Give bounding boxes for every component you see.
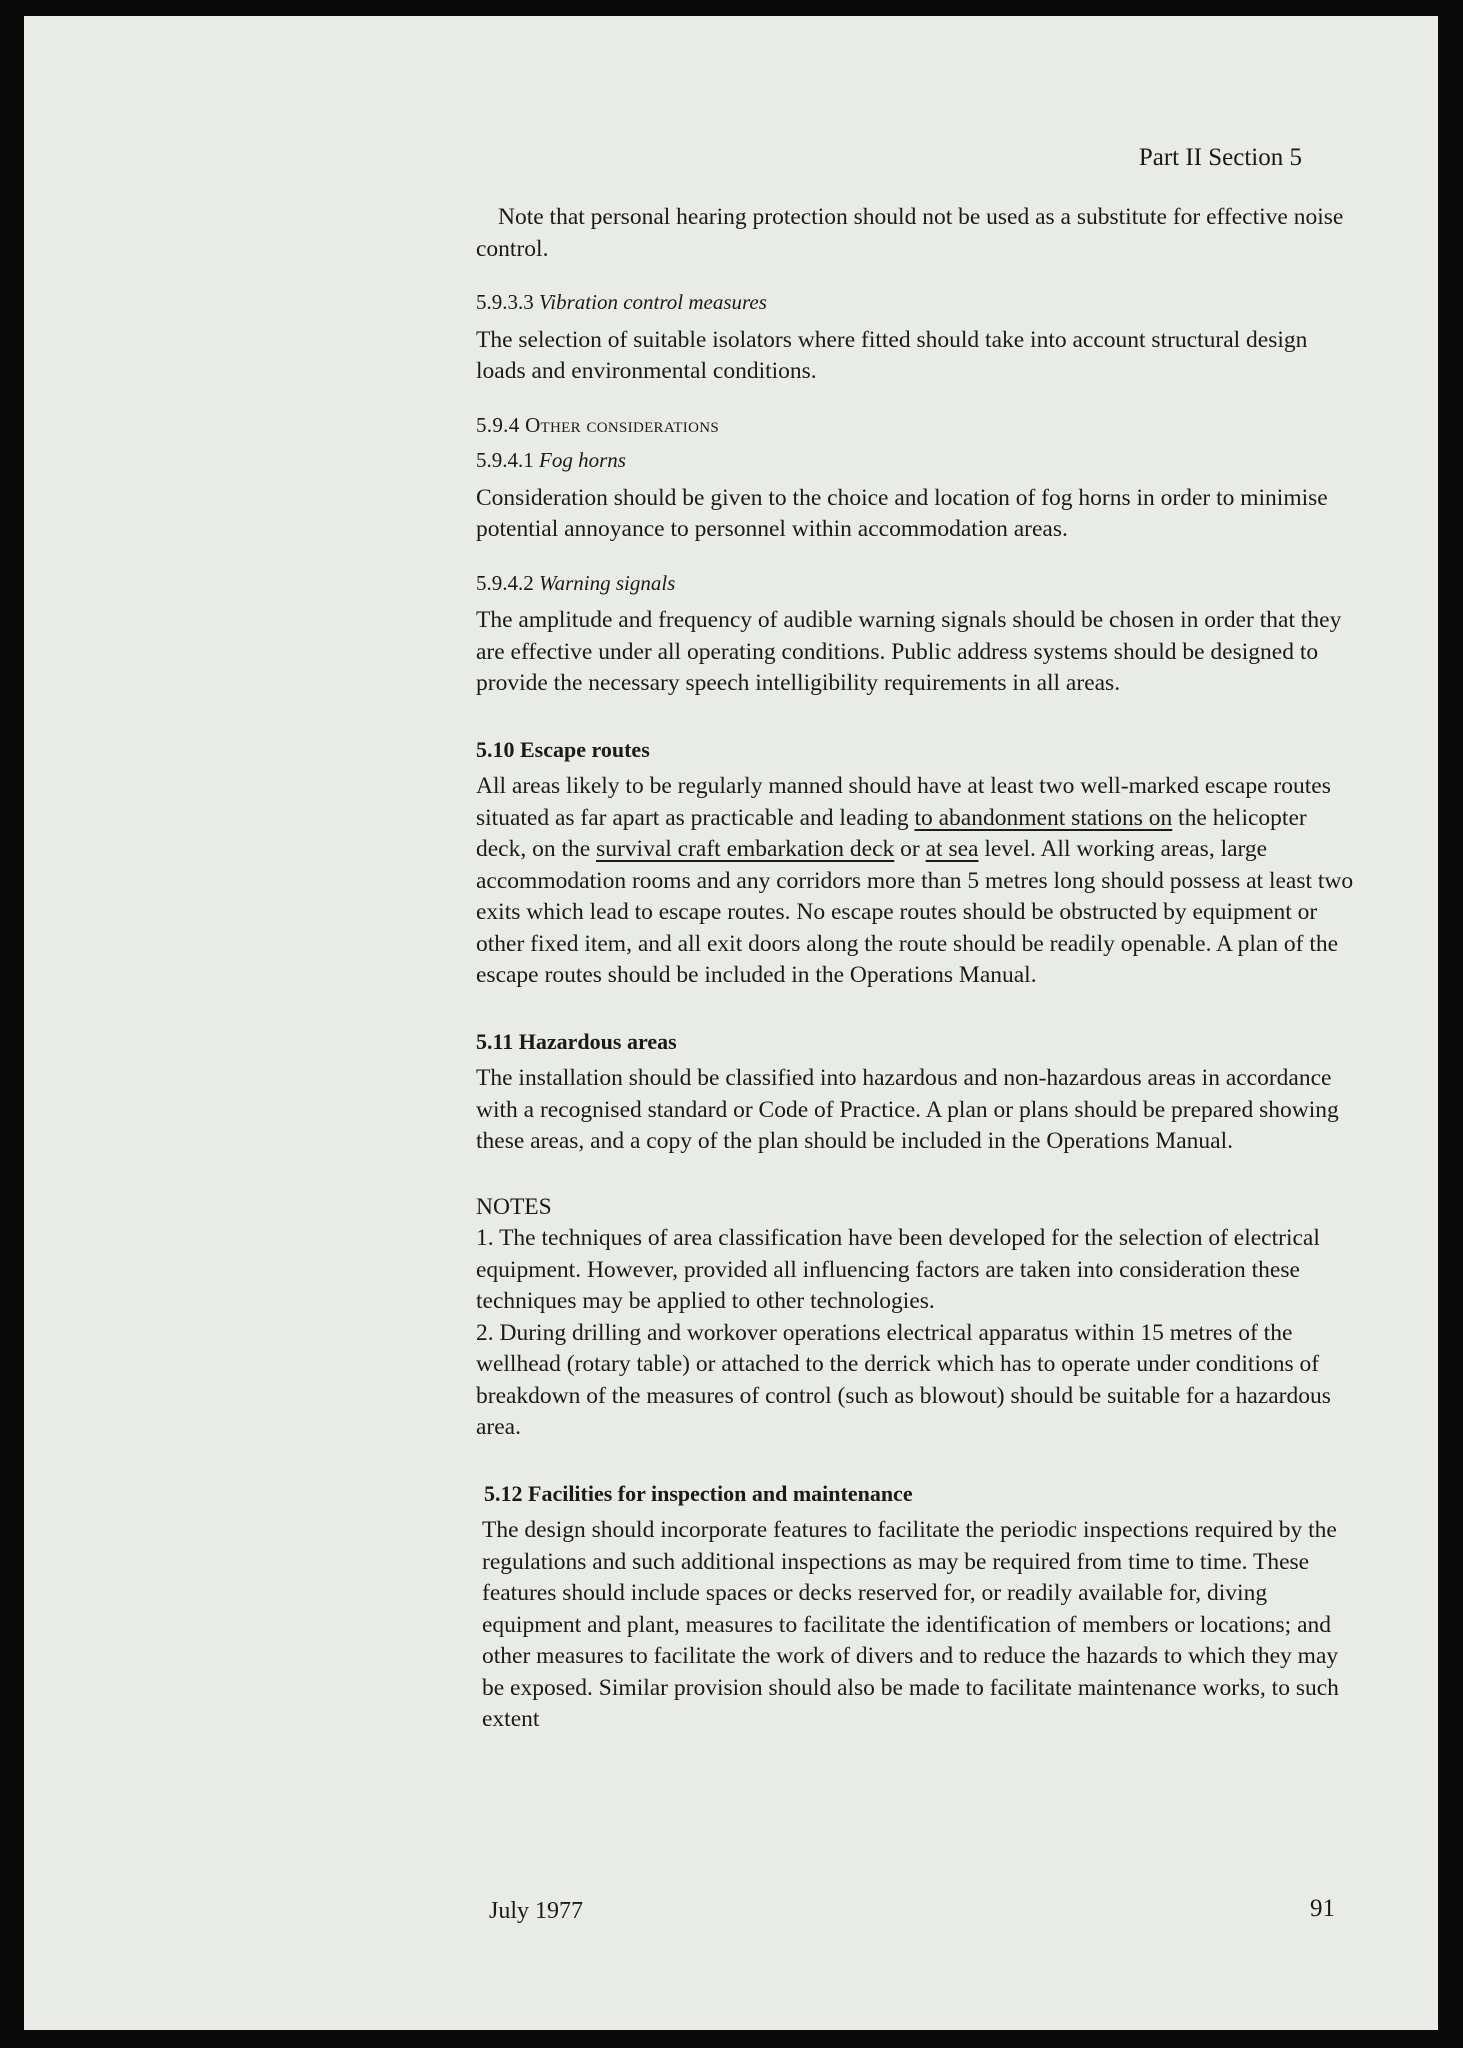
paragraph-5941: Consideration should be given to the choice and location of fog horns in order to minimise potential annoyance to personnel within accommodation areas. [476, 484, 1328, 542]
notes-heading: NOTES [476, 1193, 552, 1220]
paragraph-5942: The amplitude and frequency of audible warning signals should be chosen in order that they are effective under all operating conditions. Public address systems should be designed to provide the necessary speech intelligibility requirements in all areas. [476, 607, 1342, 696]
handwritten-underline: to abandonment stations on [914, 804, 1173, 831]
page-body [476, 202, 1356, 1736]
page-number: 91 [1310, 1895, 1335, 1922]
text-run: All areas likely to be regularly manned should have at least two well-marked escape routes situated as far apart as practicable and leading [476, 773, 1331, 831]
heading-number: 5.9.4.1 [476, 448, 534, 472]
paragraph-5933: The selection of suitable isolators where fitted should take into account structural design loads and environmental conditions. [476, 326, 1308, 384]
heading-title: Vibration control measures [539, 290, 767, 314]
text-run: or [894, 836, 926, 862]
heading-title: Fog horns [539, 448, 626, 472]
text-run: the helicopter deck, on the [476, 804, 1307, 862]
heading-594 [476, 410, 1356, 442]
heading-512: 5.12 Facilities for inspection and maintenance [484, 1480, 913, 1506]
running-head: Part II Section 5 [1138, 144, 1302, 171]
intro-paragraph: Note that personal hearing protection should not be used as a substitute for effective noise control. [476, 204, 1344, 262]
note-2: 2. During drilling and workover operations electrical apparatus within 15 metres of the wellhead (rotary table) or attached to the derrick which has to operate under conditions of breakdown of the measures of control (such as blowout) should be suitable for a hazardous area. [476, 1319, 1331, 1440]
paragraph-511: The installation should be classified into hazardous and non-hazardous areas in accordance with a recognised standard or Code of Practice. A plan or plans should be prepared showing these areas, and a copy of the plan should be included in the Operations Manual. [476, 1065, 1339, 1154]
heading-5941 [476, 445, 1356, 477]
heading-5942 [476, 568, 1356, 600]
paragraph-510 [476, 771, 1356, 992]
heading-511: 5.11 Hazardous areas [476, 1028, 677, 1054]
paragraph-512: The design should incorporate features to facilitate the periodic inspections required by the regulations and such additional inspections as may be required from time to time. These features should include spaces or decks reserved for, or readily available for, diving equipment and plant, measures to facilitate the identification of members or locations; and other measures to facilitate the work of divers and to reduce the hazards to which they may be exposed. Similar provision should also be made to facilitate maintenance works, to such extent [482, 1517, 1339, 1732]
text-run: level. All working areas, large accommodation rooms and any corridors more than 5 metres long should possess at least two exits which lead to escape routes. No escape routes should be obstructed by equipment or other fixed item, and all exit doors along the route should be readily openable. A plan of the escape routes should be included in the Operations Manual. [476, 836, 1354, 988]
heading-510: 5.10 Escape routes [476, 736, 650, 762]
handwritten-underline: at sea [925, 836, 979, 862]
handwritten-underline: survival craft embarkation deck [596, 836, 895, 862]
note-1: 1. The techniques of area classification have been developed for the selection of electrical equipment. However, provided all influencing factors are taken into consideration these techniques may be applied to other technologies. [476, 1225, 1320, 1314]
heading-number: 5.9.4 [476, 412, 520, 437]
heading-number: 5.9.3.3 [476, 290, 534, 314]
footer-date: July 1977 [489, 1898, 584, 1924]
heading-title: Other considerations [525, 412, 719, 437]
heading-title: Warning signals [539, 570, 676, 595]
heading-number: 5.9.4.2 [476, 570, 534, 595]
heading-5933 [476, 287, 1356, 319]
scanned-page [24, 16, 1438, 2030]
